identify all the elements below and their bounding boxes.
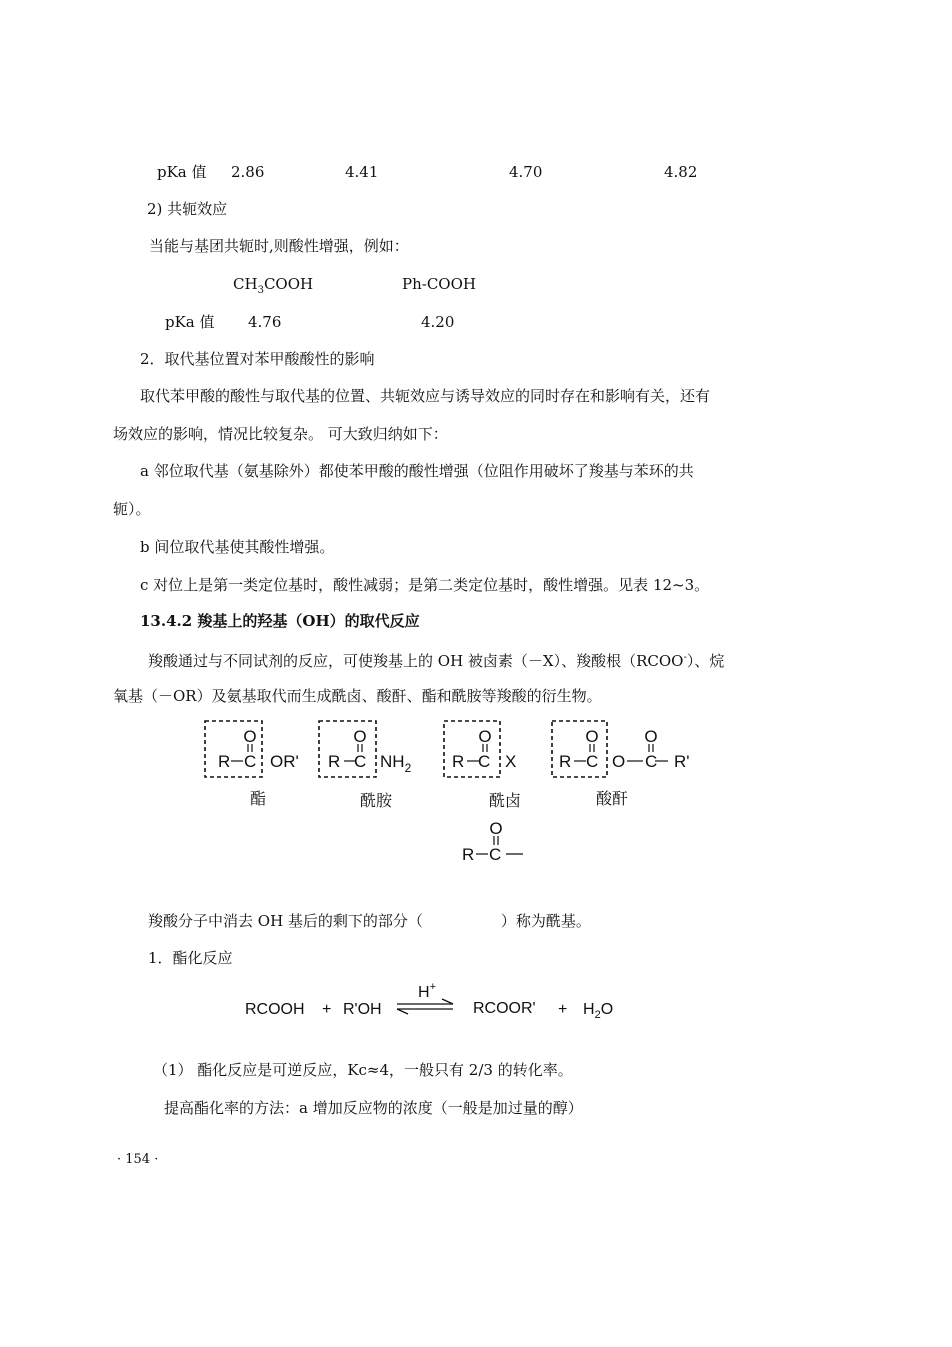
plus-sign: + xyxy=(558,1001,568,1018)
carbonyl-oxygen: O xyxy=(644,727,658,746)
equilibrium-arrow-icon xyxy=(397,999,453,1014)
acyl-sentence xyxy=(148,911,591,931)
page-number: · 154 · xyxy=(117,1152,159,1167)
acyl-halide-carbon: C xyxy=(478,752,491,771)
ester-or: OR' xyxy=(270,752,299,771)
amide-nh2: $NH_2$ xyxy=(380,752,412,775)
section-heading-1342: 13.4.2 羧基上的羟基（OH）的取代反应 xyxy=(140,612,420,630)
carbonyl-oxygen: O xyxy=(585,727,599,746)
ester-caption: 酯 xyxy=(250,789,267,808)
esterification-equation xyxy=(230,975,650,1025)
anhydride-caption: 酸酐 xyxy=(596,789,629,808)
amide-caption: 酰胺 xyxy=(360,791,393,810)
section-heading: 2．取代基位置对苯甲酸酸性的影响 xyxy=(140,350,375,368)
point-1: （1） 酯化反应是可逆反应，Kc≈4，一般只有 2/3 的转化率。 xyxy=(153,1061,573,1079)
pka-value: 4.41 xyxy=(345,163,379,181)
pka-value: 4.70 xyxy=(509,163,543,181)
anhydride-carbon-2: C xyxy=(645,752,658,771)
carbonyl-oxygen: O xyxy=(489,819,503,838)
product-rcoor: RCOOR' xyxy=(473,1000,536,1017)
pka-label-row1: pKa 值 xyxy=(157,163,207,181)
list-item-b: b 间位取代基使其酸性增强。 xyxy=(140,538,335,556)
compound-phcooh: Ph-COOH xyxy=(402,275,476,293)
para-text: 羧酸通过与不同试剂的反应，可使羧基上的 OH 被卤素（－X）、羧酸根（RCOO xyxy=(148,652,684,670)
pka-value: 2.86 xyxy=(231,163,265,181)
anhydride-r-prime: R' xyxy=(674,752,690,771)
paragraph-line: 氧基（－OR）及氨基取代而生成酰卤、酸酐、酯和酰胺等羧酸的衍生物。 xyxy=(113,687,602,705)
ester-carbon: C xyxy=(244,752,257,771)
anhydride-bridge-o: O xyxy=(612,752,626,771)
acyl-r: R xyxy=(462,845,475,864)
reactant-rcooh: RCOOH xyxy=(245,1001,305,1018)
esterification-heading: 1．酯化反应 xyxy=(148,949,233,967)
plus-sign: + xyxy=(322,1001,332,1018)
list-item-a: a 邻位取代基（氨基除外）都使苯甲酸的酸性增强（位阻作用破坏了羧基与苯环的共 xyxy=(140,462,694,480)
amide-r: R xyxy=(328,752,341,771)
compound-cooh: COOH xyxy=(263,275,314,293)
para-text: ）、烷 xyxy=(686,652,725,670)
acyl-sentence-pre: 羧酸分子中消去 OH 基后的剩下的部分（ xyxy=(148,912,423,930)
carbonyl-oxygen: O xyxy=(243,727,257,746)
carbonyl-oxygen: O xyxy=(353,727,367,746)
acyl-carbon: C xyxy=(489,845,502,864)
list-item-a-cont: 轭）。 xyxy=(113,500,151,518)
improve-methods: 提高酯化率的方法：a 增加反应物的浓度（一般是加过量的醇） xyxy=(164,1099,583,1117)
acyl-halide-caption: 酰卤 xyxy=(489,791,522,810)
product-water: $H_2O$ xyxy=(583,1001,614,1021)
anhydride-r: R xyxy=(559,752,572,771)
anhydride-carbon: C xyxy=(586,752,599,771)
acyl-halide-r: R xyxy=(452,752,465,771)
pka-value: 4.76 xyxy=(248,313,282,331)
compound-ch3-sub: 3 xyxy=(257,285,264,296)
ester-r: R xyxy=(218,752,231,771)
reactant-roh: R'OH xyxy=(343,1001,382,1018)
list-item-c: c 对位上是第一类定位基时，酸性减弱；是第二类定位基时，酸性增强。见表 12~3。 xyxy=(140,576,710,594)
paragraph-line: 场效应的影响，情况比较复杂。 可大致归纳如下： xyxy=(113,425,448,443)
acyl-halide-x: X xyxy=(505,752,517,771)
para-superscript: - xyxy=(683,652,687,663)
paragraph-line: 取代苯甲酸的酸性与取代基的位置、共轭效应与诱导效应的同时存在和影响有关，还有 xyxy=(140,387,711,405)
pka-label-row2: pKa 值 xyxy=(165,313,215,331)
compound-ch3-base: CH xyxy=(233,275,258,293)
conjugation-heading: 2) 共轭效应 xyxy=(147,200,228,218)
catalyst-h: H+ xyxy=(418,981,436,1001)
pka-value: 4.20 xyxy=(421,313,455,331)
pka-value: 4.82 xyxy=(664,163,698,181)
amide-carbon: C xyxy=(354,752,367,771)
conjugation-intro: 当能与基团共轭时,则酸性增强，例如： xyxy=(149,237,409,255)
carbonyl-oxygen: O xyxy=(478,727,492,746)
acyl-sentence-post: ）称为酰基。 xyxy=(500,912,591,930)
